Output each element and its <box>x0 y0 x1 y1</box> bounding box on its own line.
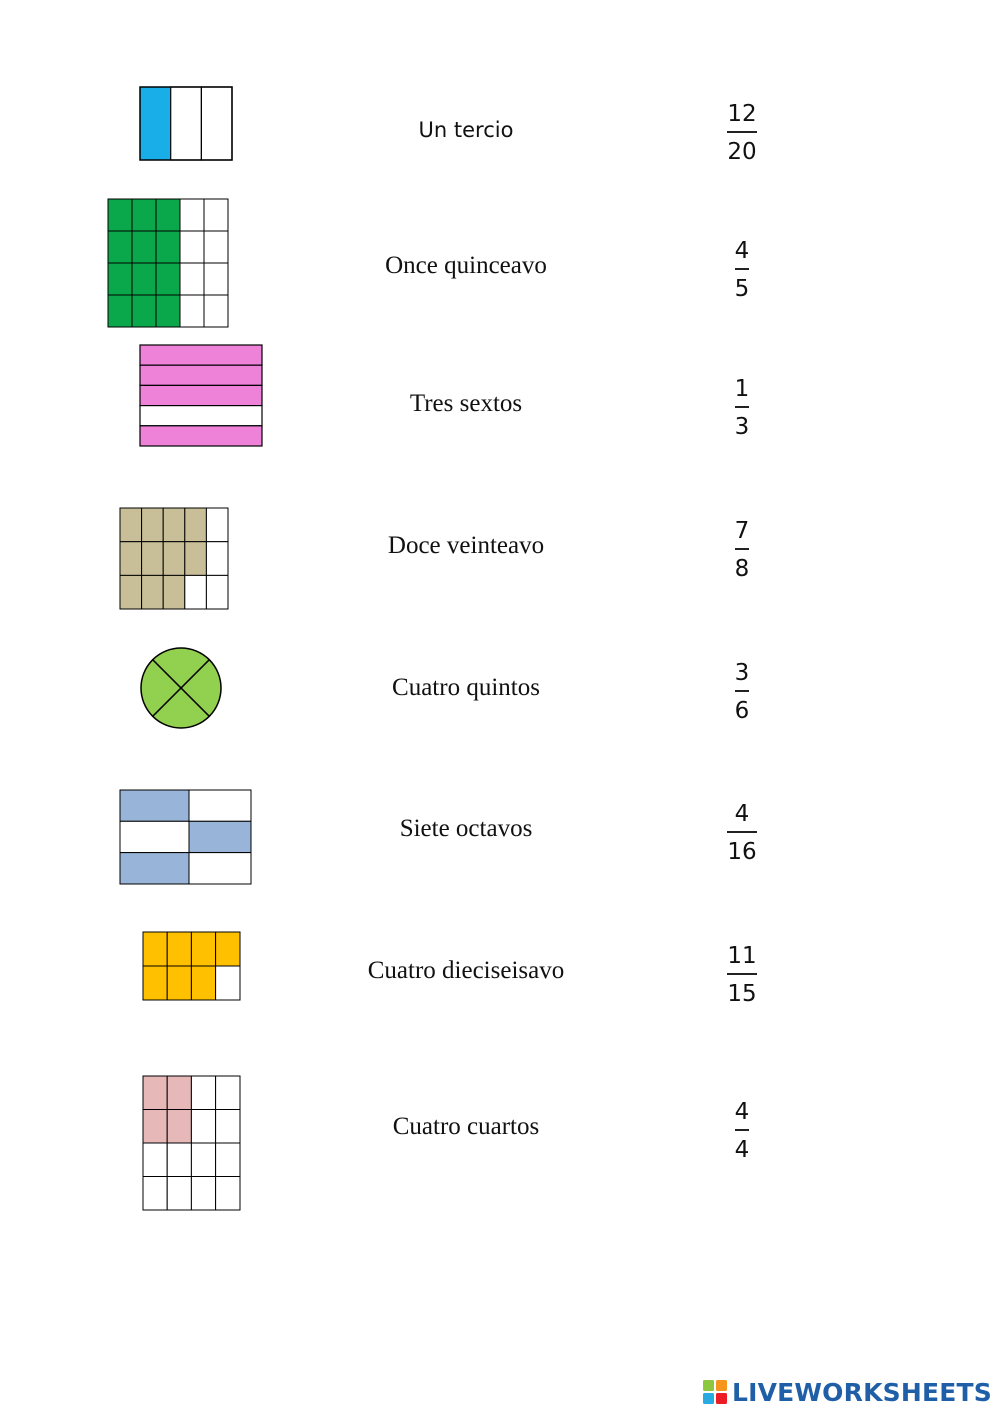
fraction-shape <box>139 86 233 162</box>
brand-name: LIVEWORKSHEETS <box>731 1377 992 1407</box>
fraction-name: Doce veinteavo <box>387 532 545 559</box>
fraction-name: Cuatro dieciseisavo <box>367 957 565 984</box>
fraction-bar <box>735 690 749 692</box>
fraction-bar <box>727 831 757 833</box>
fraction-bar <box>727 973 757 975</box>
fraction-number <box>712 659 772 725</box>
fraction-number <box>712 375 772 441</box>
fraction-bar <box>735 548 749 550</box>
numerator: 4 <box>734 238 750 264</box>
fraction-bar <box>727 131 757 133</box>
numerator: 12 <box>727 101 757 127</box>
fraction-number <box>712 1098 772 1164</box>
numerator: 11 <box>727 943 757 969</box>
numerator: 4 <box>734 1099 750 1125</box>
fraction-number <box>712 100 772 166</box>
fraction-shape <box>107 198 229 329</box>
fraction-shape <box>139 344 263 447</box>
denominator: 15 <box>727 980 757 1007</box>
fraction-shape <box>119 507 229 610</box>
denominator: 4 <box>734 1136 750 1163</box>
fraction-shape <box>142 931 241 1001</box>
fraction-bar <box>735 268 749 270</box>
fraction-shape <box>139 646 223 730</box>
fraction-number <box>712 237 772 303</box>
fraction-bar <box>735 1129 749 1131</box>
fraction-shape <box>119 789 252 886</box>
fraction-name: Once quinceavo <box>385 252 547 279</box>
denominator: 6 <box>734 697 750 724</box>
numerator: 7 <box>734 518 750 544</box>
liveworksheets-logo <box>702 1377 992 1407</box>
fraction-name: Un tercio <box>418 118 514 142</box>
fraction-name: Cuatro cuartos <box>392 1113 540 1140</box>
numerator: 3 <box>734 660 750 686</box>
fraction-number <box>712 800 772 866</box>
denominator: 20 <box>727 138 757 165</box>
denominator: 16 <box>727 838 757 865</box>
fraction-shape <box>142 1075 241 1211</box>
fraction-name: Siete octavos <box>399 815 533 842</box>
fraction-number <box>712 517 772 583</box>
numerator: 1 <box>734 376 750 402</box>
fraction-number <box>712 942 772 1008</box>
numerator: 4 <box>734 801 750 827</box>
fraction-name: Tres sextos <box>409 390 523 417</box>
denominator: 8 <box>734 555 750 582</box>
denominator: 3 <box>734 413 750 440</box>
liveworksheets-icon <box>702 1379 728 1405</box>
fraction-bar <box>735 406 749 408</box>
denominator: 5 <box>734 275 750 302</box>
fraction-name: Cuatro quintos <box>392 674 540 701</box>
